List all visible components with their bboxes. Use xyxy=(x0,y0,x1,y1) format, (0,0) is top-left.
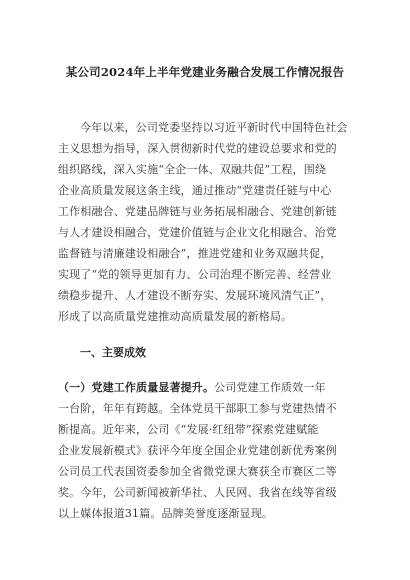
subsection-line: 断提高。近年来，公司《“发展·红纽带”探索党建赋能 xyxy=(58,423,319,436)
subsection-line: 公司员工代表国资委参加全省微党课大赛获全市赛区二等 xyxy=(58,465,337,478)
subsection-line: 一台阶，年年有跨越。全体党员干部职工参与党建热情不 xyxy=(58,402,337,415)
intro-line: 今年以来，公司党委坚持以习近平新时代中国特色社会 xyxy=(80,121,348,134)
intro-line: 与人才建设相融合，党建价值链与企业文化相融合、治党 xyxy=(58,226,337,239)
subsection-line: 企业发展新模式》获评今年度全国企业党建创新优秀案例 xyxy=(58,444,337,457)
intro-line: 监督链与清廉建设相融合”，推进党建和业务双融共促， xyxy=(58,247,332,260)
section-heading: 一、主要成效 xyxy=(80,346,146,359)
intro-line: 绩稳步提升、人才建设不断夯实、发展环境风清气正”， xyxy=(58,289,332,302)
intro-line: 企业高质量发展这条主线，通过推动“党建责任链与中心 xyxy=(58,184,332,197)
subsection-line: 以上媒体报道31篇。品牌美誉度逐渐显现。 xyxy=(58,507,273,520)
subsection-first-line-text: 公司党建工作质效一年 xyxy=(214,381,326,394)
intro-line: 形成了以高质量党建推动高质量发展的新格局。 xyxy=(58,310,293,323)
subsection-line: 奖。今年，公司新闻被新华社、人民网、我省在线等省级 xyxy=(58,486,337,499)
intro-line: 实现了“党的领导更加有力、公司治理不断完善、经营业 xyxy=(58,268,332,281)
subsection-first-line xyxy=(58,381,326,395)
document-title: 某公司2024年上半年党建业务融合发展工作情况报告 xyxy=(65,65,345,79)
intro-line: 组织路线，深入实施“全企一体、双融共促”工程，围绕 xyxy=(58,163,326,176)
intro-line: 工作相融合、党建品牌链与业务拓展相融合、党建创新链 xyxy=(58,205,337,218)
subsection-heading: （一）党建工作质量显著提升。 xyxy=(58,381,215,394)
intro-line: 主义思想为指导，深入贯彻新时代党的建设总要求和党的 xyxy=(58,142,337,155)
